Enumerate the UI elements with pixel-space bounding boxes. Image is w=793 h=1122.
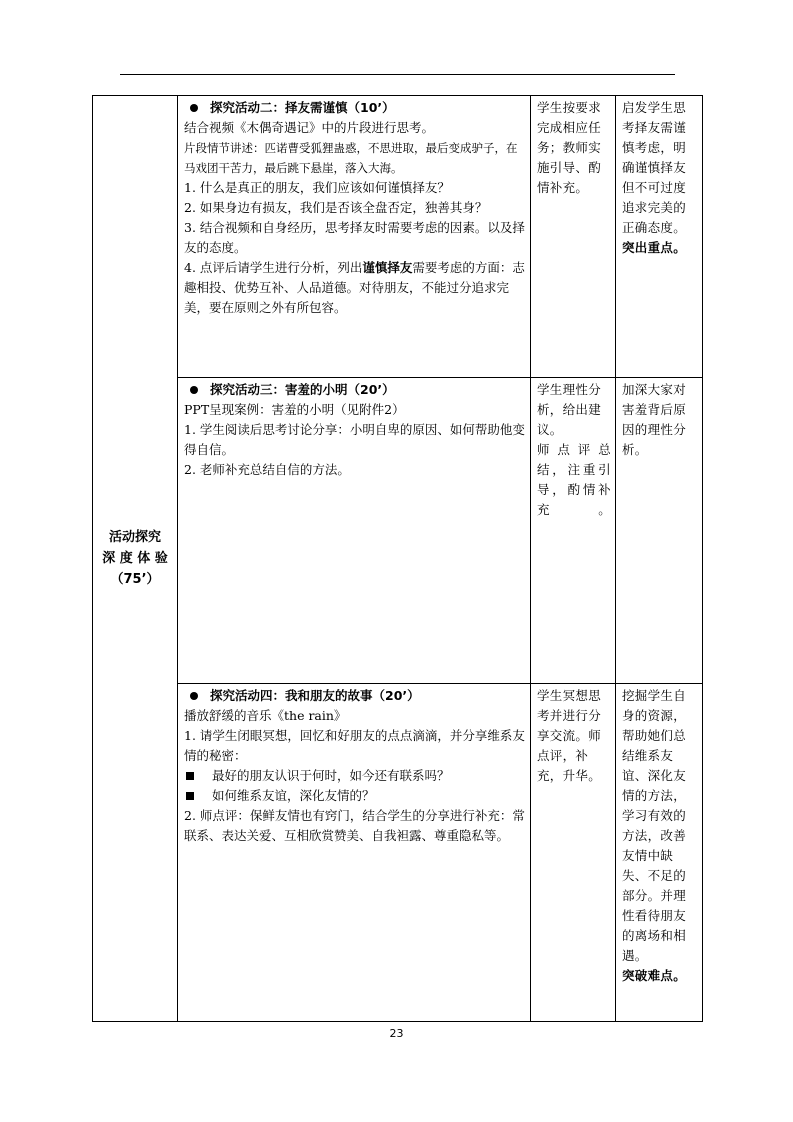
activity-2-line: 2. 如果身边有损友，我们是否该全盘否定，独善其身？: [184, 200, 488, 215]
bullet-icon: [190, 692, 198, 700]
activity-3-content: [178, 378, 531, 684]
section-title-line1: 活动探究: [108, 530, 161, 545]
activity-2-line: 结合视频《木偶奇遇记》中的片段进行思考。: [184, 120, 435, 135]
activity-4-bullet: 最好的朋友认识于何时，如今还有联系吗？: [212, 768, 450, 783]
activity-2-plot: 片段情节讲述：匹诺曹受狐狸蛊惑，不思进取，最后变成驴子，在马戏团干苦力，最后跳下悬崖，落入大海。: [184, 141, 518, 175]
activity-2-intent: 启发学生思考择友需谨慎考虑，明确谨慎择友但不可过度追求完美的正确态度。突出重点。: [616, 96, 703, 378]
table-row: [93, 96, 703, 378]
activity-4-intent: 挖掘学生自身的资源，帮助她们总结维系友谊、深化友情的方法，学习有效的方法，改善友情中缺失、不足的部分。并理性看待朋友的离场和相遇。 突破难点。: [616, 684, 703, 1022]
activity-2-title: 探究活动二：择友需谨慎（10’）: [210, 100, 395, 115]
activity-3-student: 学生理性分析，给出建议。 师点评总结，注重引导，酌情补充。: [531, 378, 616, 684]
section-title-line2: 深 度 体 验: [102, 551, 168, 566]
lesson-plan-table: [92, 95, 703, 1022]
difficulty-label: 突破难点。: [622, 968, 687, 983]
activity-4-bullet: 如何维系友谊，深化友情的？: [212, 788, 375, 803]
activity-3-intent: 加深大家对害羞背后原因的理性分析。: [616, 378, 703, 684]
activity-4-line: 1. 请学生闭眼冥想，回忆和好朋友的点点滴滴，并分享维系友情的秘密：: [184, 728, 525, 763]
table-row: [93, 684, 703, 1022]
section-cell: [93, 96, 178, 1022]
section-duration: （75’）: [110, 572, 160, 587]
emphasis-text: 谨慎择友: [362, 260, 413, 275]
activity-4-closing: 2. 师点评：保鲜友情也有窍门，结合学生的分享进行补充：常联系、表达关爱、互相欣赏赞美、自我袒露、尊重隐私等。: [184, 808, 525, 843]
bullet-icon: [190, 386, 198, 394]
activity-3-line: PPT呈现案例：害羞的小明（见附件2）: [184, 402, 405, 417]
table-row: [93, 378, 703, 684]
header-rule: [120, 74, 675, 75]
activity-2-student: 学生按要求完成相应任务；教师实施引导、酌情补充。: [531, 96, 616, 378]
activity-2-line: 3. 结合视频和自身经历，思考择友时需要考虑的因素。以及择友的态度。: [184, 220, 525, 255]
activity-2-line: 1. 什么是真正的朋友，我们应该如何谨慎择友？: [184, 180, 450, 195]
activity-3-line: 2. 老师补充总结自信的方法。: [184, 462, 350, 477]
activity-3-title: 探究活动三：害羞的小明（20’）: [210, 382, 395, 397]
activity-4-content: [178, 684, 531, 1022]
square-bullet-icon: [186, 772, 194, 780]
page-number: 23: [389, 1027, 404, 1040]
activity-4-student: 学生冥想思考并进行分享交流。师点评，补充，升华。: [531, 684, 616, 1022]
bullet-icon: [190, 104, 198, 112]
key-point-label: 突出重点。: [622, 240, 687, 255]
activity-4-title: 探究活动四：我和朋友的故事（20’）: [210, 688, 420, 703]
activity-4-line: 播放舒缓的音乐《the rain》: [184, 708, 347, 723]
square-bullet-icon: [186, 792, 194, 800]
activity-3-line: 1. 学生阅读后思考讨论分享：小明自卑的原因、如何帮助他变得自信。: [184, 422, 525, 457]
activity-2-item4: 4. 点评后请学生进行分析，列出谨慎择友需要考虑的方面：志趣相投、优势互补、人品道德。对待朋友，不能过分追求完美，要在原则之外有所包容。: [184, 260, 525, 315]
activity-2-content: [178, 96, 531, 378]
